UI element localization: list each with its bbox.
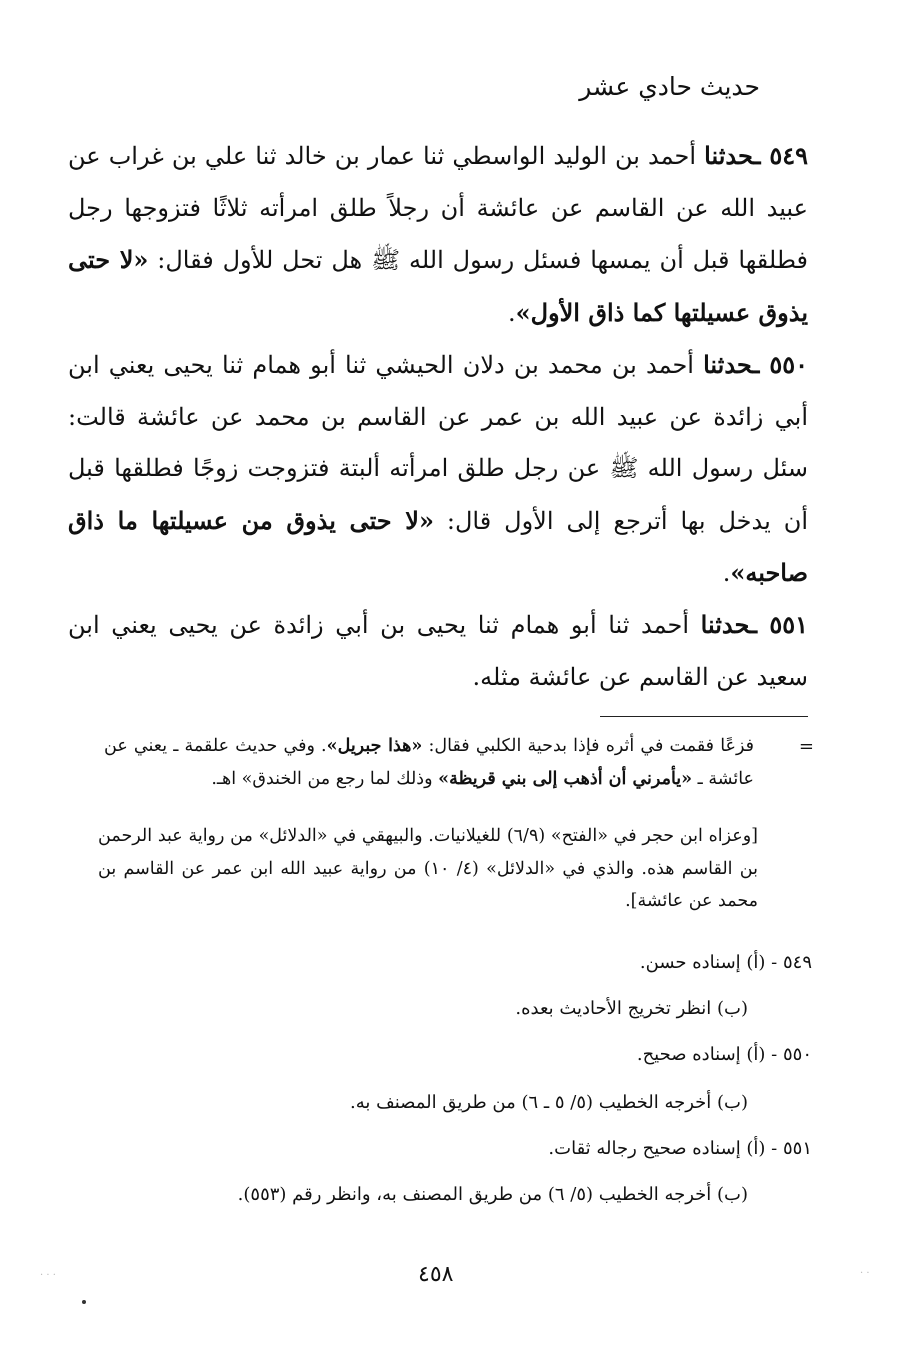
hadith-text: أحمد ثنا أبو همام ثنا يحيى بن أبي زائدة عن يحيى يعني ابن سعيد عن القاسم عن عائشة مثله. bbox=[68, 611, 808, 691]
chapter-header: حديث حادي عشر bbox=[579, 72, 760, 101]
hadith-number: ٥٥١ ـ bbox=[749, 610, 808, 639]
hadith-number: ٥٤٩ ـ bbox=[753, 141, 809, 170]
hadith-lead: حدثنا bbox=[700, 610, 750, 639]
hadith-551 bbox=[68, 599, 808, 703]
footnote-separator bbox=[600, 716, 808, 717]
hadith-quote: «لا حتى يذوق عسيلتها كما ذاق الأول» bbox=[68, 245, 808, 327]
takhrij-note: ٥٥١ - (أ) إسناده صحيح رجاله ثقات. bbox=[548, 1138, 812, 1159]
hadith-tail: . bbox=[507, 298, 516, 327]
hadith-549 bbox=[68, 130, 808, 339]
footnote-text: وذلك لما رجع من الخندق» اهـ. bbox=[211, 768, 439, 789]
takhrij-note: (ب) انظر تخريج الأحاديث بعده. bbox=[515, 998, 748, 1019]
hadith-550 bbox=[68, 339, 808, 600]
hadith-lead: حدثنا bbox=[704, 141, 754, 170]
hadith-quote: «لا حتى يذوق من عسيلتها ما ذاق صاحبه» bbox=[68, 505, 808, 587]
footnote-attribution: [وعزاه ابن حجر في «الفتح» (٦/٩) للغيلانيات. والبيهقي في «الدلائل» من رواية عبد الرحمن بن القاسم هذه. والذي في «الدلائل» (٤/ ١٠) من رواية عبيد الله ابن عمر عن القاسم بن محمد عن عائشة]. bbox=[98, 826, 758, 911]
takhrij-note: (ب) أخرجه الخطيب (٥/ ٦) من طريق المصنف به، وانظر رقم (٥٥٣). bbox=[237, 1184, 748, 1205]
scan-speck: · · bbox=[860, 1268, 870, 1279]
scan-speck bbox=[82, 1300, 86, 1304]
hadith-text: أحمد بن الوليد الواسطي ثنا عمار بن خالد ثنا علي بن غراب عن عبيد الله عن القاسم عن عائشة أن رجلاً طلق امرأته ثلاثًا فتزوجها رجل فطلقها قبل أن يمسها فسئل رسول الله ﷺ هل تحل للأول فقال: bbox=[68, 142, 809, 274]
footnote-paragraph bbox=[104, 730, 754, 795]
hadith-text: أحمد بن محمد بن دلان الحيشي ثنا أبو همام ثنا يحيى يعني ابن أبي زائدة عن عبيد الله بن عمر عن القاسم بن محمد عن عائشة قالت: سئل رسول الله ﷺ عن رجل طلق امرأته ألبتة فتزوجت زوجًا فطلقها قبل أن يدخل بها أترجع إلى الأول قال: bbox=[68, 351, 808, 535]
footnote-quote: «يأمرني أن أذهب إلى بني قريظة» bbox=[438, 768, 693, 789]
takhrij-note: ٥٤٩ - (أ) إسناده حسن. bbox=[639, 952, 812, 973]
footnote-quote: «هذا جبريل» bbox=[326, 736, 423, 756]
takhrij-note: (ب) أخرجه الخطيب (٥/ ٥ ـ ٦) من طريق المصنف به. bbox=[349, 1092, 748, 1113]
takhrij-note: ٥٥٠ - (أ) إسناده صحيح. bbox=[636, 1044, 812, 1065]
footnote-text: . وفي حديث علقمة ـ يعني عن عائشة ـ bbox=[104, 736, 754, 789]
hadith-number: ٥٥٠ ـ bbox=[752, 350, 808, 379]
hadith-tail: . bbox=[722, 559, 731, 587]
footnote-continuation-marker: = bbox=[798, 736, 814, 757]
hadith-lead: حدثنا bbox=[703, 350, 753, 379]
scan-speck: · · · bbox=[40, 1270, 56, 1281]
page-number: ٤٥٨ bbox=[418, 1262, 454, 1287]
footnote-text: فزعًا فقمت في أثره فإذا بدحية الكلبي فقال: bbox=[422, 736, 754, 756]
